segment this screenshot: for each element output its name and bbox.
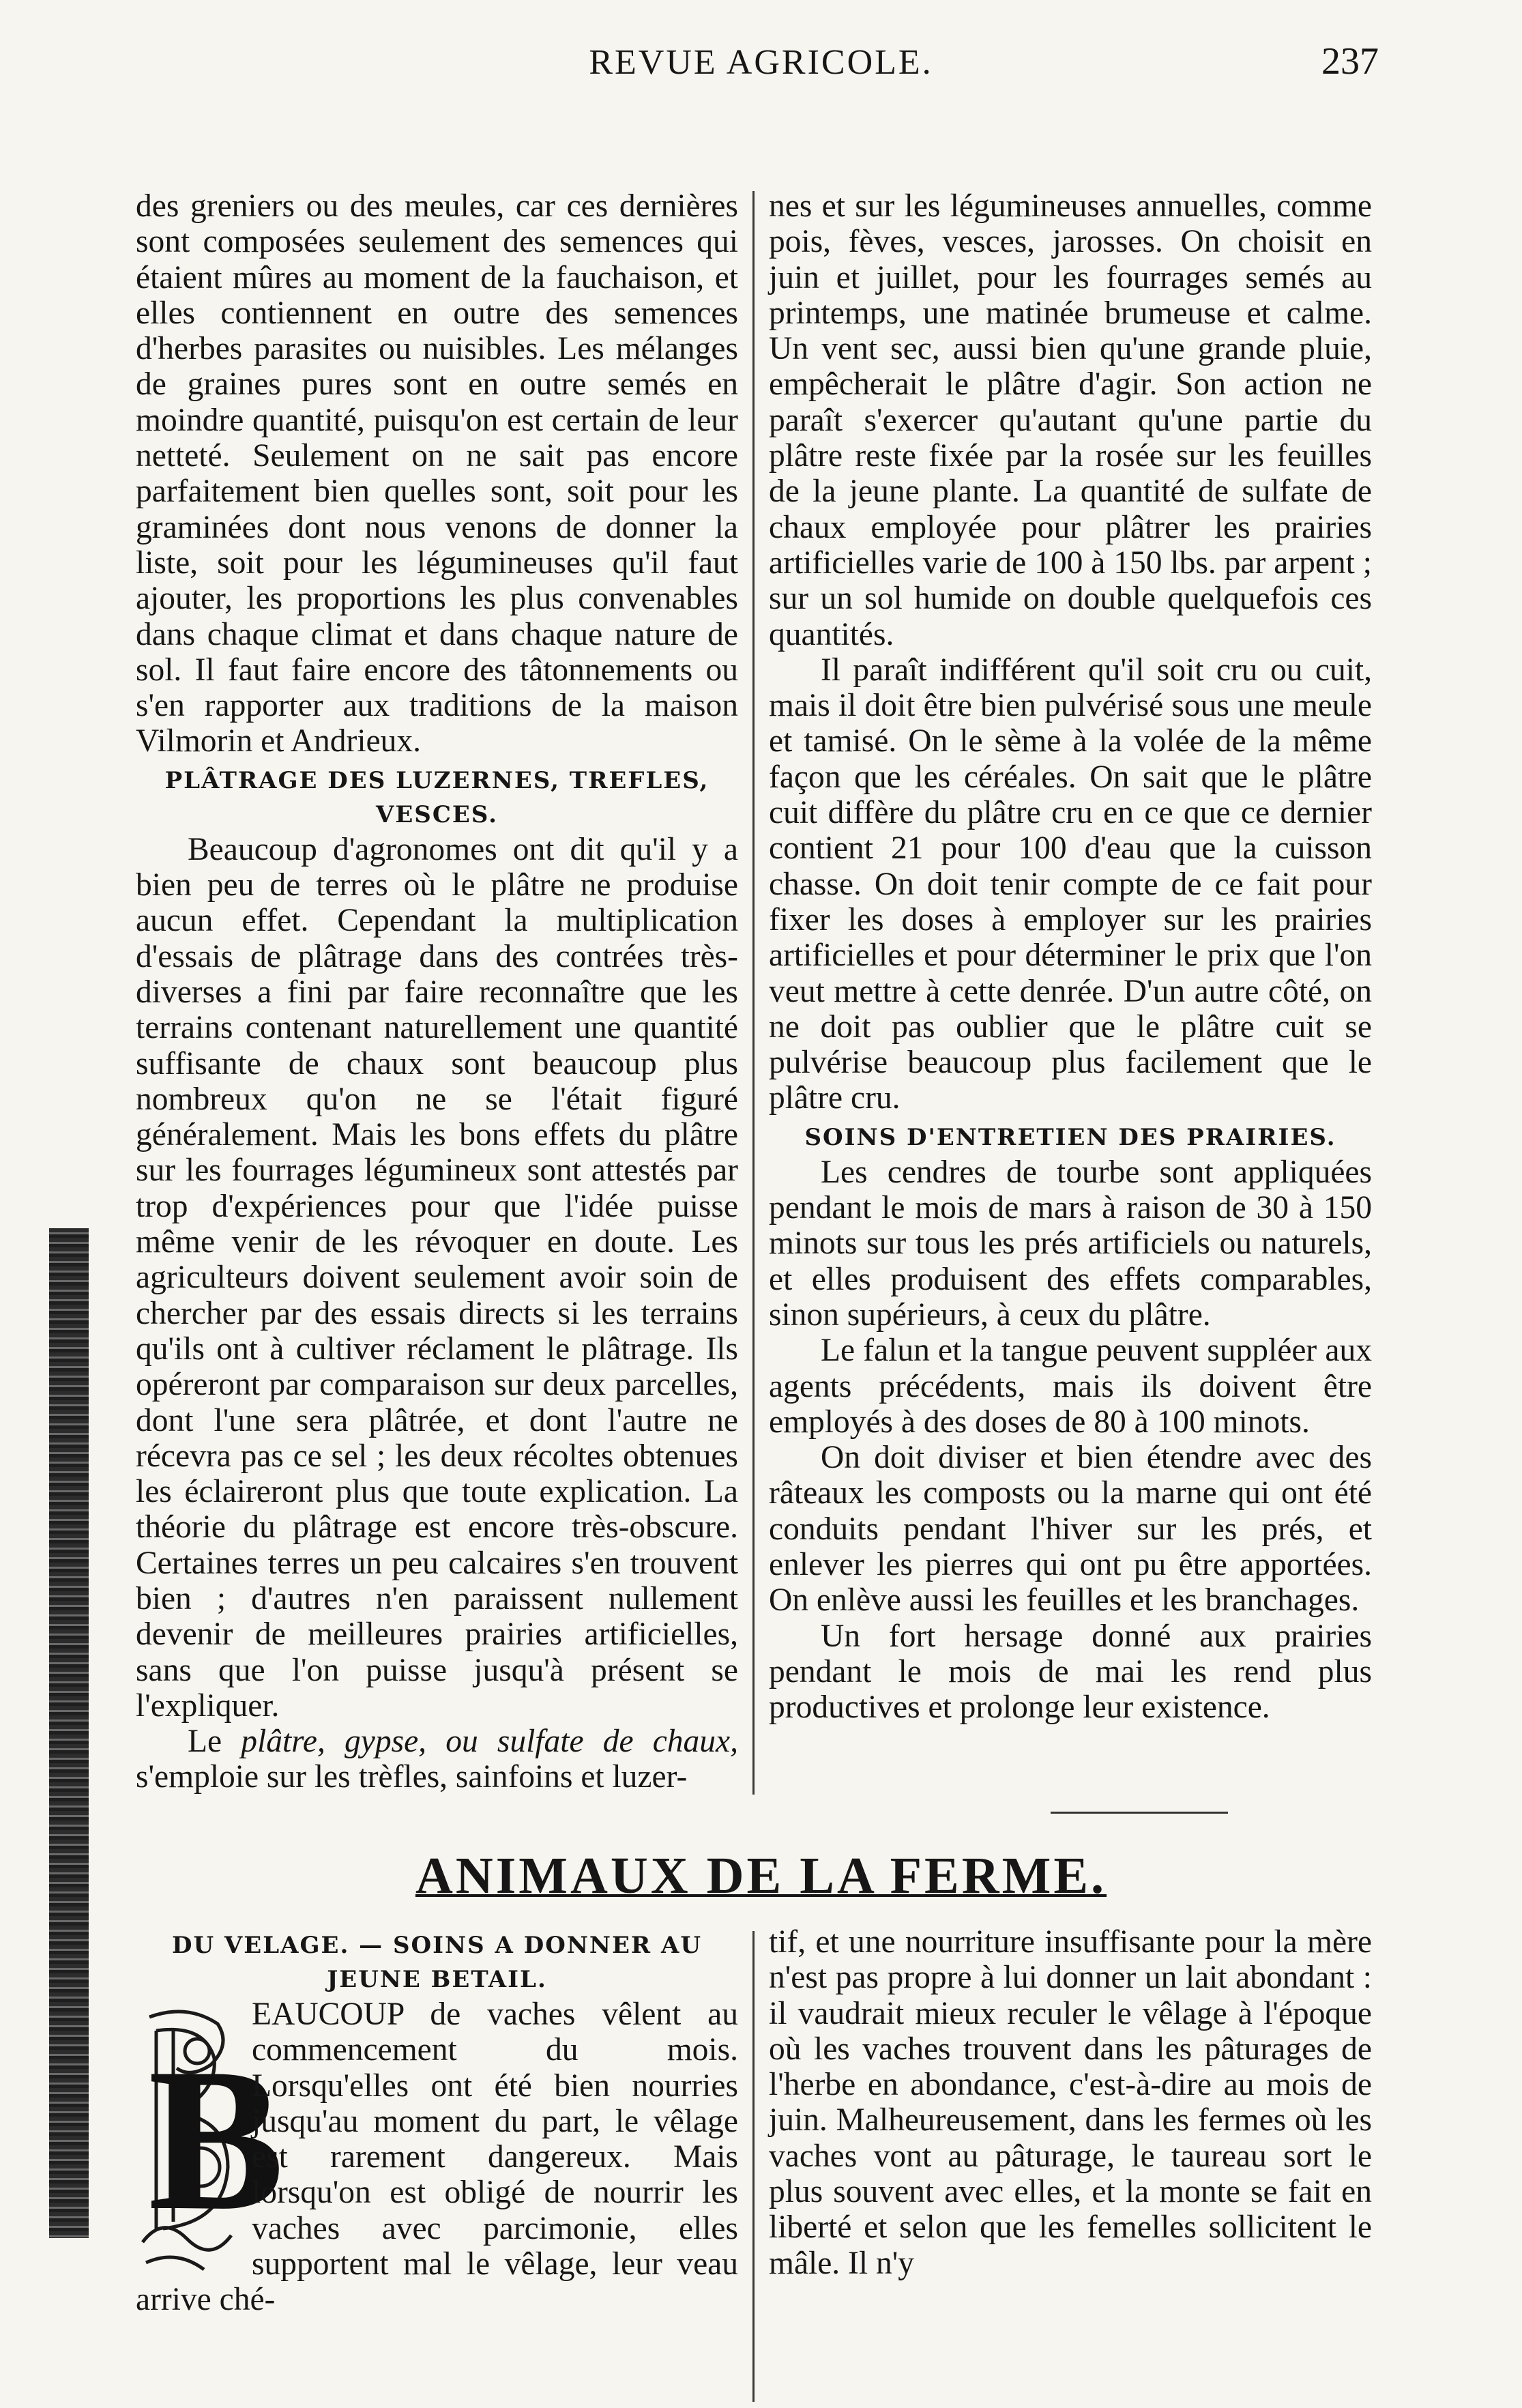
page-number: 237 — [1321, 40, 1379, 83]
dropcap-letter: B — [148, 2026, 285, 2252]
paragraph: Il paraît indifférent qu'il soit cru ou cuit, mais il doit être bien pulvérisé sous une meule et tamisé. On le sème à la volée de la même façon que les céréales. On sait que le plâtre cuit diffère du plâtre cru en ce que ce dernier contient 21 pour 100 d'eau que la cuisson chasse. On doit tenir compte de ce fait pour fixer les doses à employer sur les prairies artificielles et pour déterminer le prix que l'on veut mettre à cette denrée. D'un autre côté, on ne doit pas oublier que le plâtre cuit se pulvérise beaucoup plus facilement que le plâtre cru. — [769, 652, 1372, 1116]
text-run: s'emploie sur les trèfles, sainfoins et luzer- — [136, 1759, 688, 1795]
section-subheading: DU VELAGE. — SOINS A DONNER AU JEUNE BETAIL. — [171, 1932, 703, 1993]
left-column — [136, 188, 738, 1795]
running-title: REVUE AGRICOLE. — [589, 43, 933, 82]
right-column — [769, 188, 1372, 1725]
section-subheading: PLÂTRAGE DES LUZERNES, TREFLES, VESCES. — [164, 766, 709, 828]
paragraph: tif, et une nourriture insuffisante pour la mère n'est pas propre à lui donner un lait abondant : il vaudrait mieux reculer le vêlage à l'époque où les vaches trouvent dans les pâturages de l'herbe en abondance, c'est-à-dire au mois de juin. Malheureusement, dans les fermes où les vaches vont au pâturage, le taureau sort le plus souvent avec elles, et la monte se fait en liberté et selon que les femelles sollicitent le mâle. Il n'y — [769, 1924, 1372, 2281]
paragraph: Beaucoup d'agronomes ont dit qu'il y a bien peu de terres où le plâtre ne produise aucun effet. Cependant la multiplication d'essais de plâtrage dans des contrées très-diverses a fini par faire reconnaître que les terrains contenant naturellement une quantité suffisante de chaux sont beaucoup plus nombreux qu'on ne se l'était figuré généralement. Mais les bons effets du plâtre sur les fourrages légumineux sont attestés par trop d'expériences pour que l'idée puisse même venir de les révoquer en doute. Les agriculteurs doivent seulement avoir soin de chercher par des essais directs si les terrains qu'ils ont à cultiver réclament le plâtrage. Ils opéreront par comparaison sur deux parcelles, dont l'une sera plâtrée, et dont l'autre ne récevra pas ce sel ; les deux récoltes obtenues les éclaireront plus que toute explication. La théorie du plâtrage est encore très-obscure. Certaines terres un peu calcaires s'en trouvent bien ; d'autres n'en paraissent nullement devenir de meilleures prairies artificielles, sans que l'on puisse jusqu'à présent se l'expliquer. — [136, 831, 738, 1724]
paragraph: Le falun et la tangue peuvent suppléer aux agents précédents, mais ils doivent être employés à des doses de 80 à 100 minots. — [769, 1333, 1372, 1440]
section-subheading: SOINS D'ENTRETIEN DES PRAIRIES. — [804, 1123, 1336, 1151]
italic-term: plâtre, gypse, ou sulfate de chaux, — [241, 1724, 738, 1760]
paragraph: des greniers ou des meules, car ces dernières sont composées seulement des semences qui étaient mûres au moment de la fauchaison, et elles contiennent en outre des semences d'herbes parasites ou nuisibles. Les mélanges de graines pures sont en outre semés en moindre quantité, puisqu'on est certain de leur netteté. Seulement on ne sait pas encore parfaitement bien quelles sont, soit pour les graminées dont nous venons de donner la liste, soit pour les légumineuses qu'il faut ajouter, les proportions les plus convenables dans chaque climat et dans chaque nature de sol. Il faut faire encore des tâtonnements ou s'en rapporter aux traditions de la maison Vilmorin et Andrieux. — [136, 188, 738, 759]
paragraph — [136, 1724, 738, 1795]
scan-edge-mark — [49, 1228, 89, 2238]
paragraph: On doit diviser et bien étendre avec des râteaux les composts ou la marne qui ont été conduits pendant l'hiver sur les prés, et enlever les pierres qui ont pu être apportées. On enlève aussi les feuilles et les branchages. — [769, 1440, 1372, 1619]
paragraph: nes et sur les légumineuses annuelles, comme pois, fèves, vesces, jarosses. On choisit en juin et juillet, pour les fourrages semés au printemps, une matinée brumeuse et calme. Un vent sec, aussi bien qu'une grande pluie, empêcherait le plâtre d'agir. Son action ne paraît s'exercer qu'autant qu'une partie du plâtre reste fixée par la rosée sur les feuilles de la jeune plante. La quantité de sulfate de chaux employée pour plâtrer les prairies artificielles varie de 100 à 150 lbs. par arpent ; sur un sol humide on double quelquefois ces quantités. — [769, 188, 1372, 652]
end-rule — [1051, 1812, 1228, 1814]
text-run: Le — [188, 1724, 242, 1760]
lower-left-column — [136, 1924, 738, 2318]
paragraph: Les cendres de tourbe sont appliquées pendant le mois de mars à raison de 30 à 150 minots sur tous les prés artificiels ou naturels, et elles produisent des effets comparables, sinon supérieurs, à ceux du plâtre. — [769, 1154, 1372, 1333]
section-title: ANIMAUX DE LA FERME. — [415, 1847, 1107, 1904]
paragraph: EAUCOUP de vaches vêlent au commencement du mois. Lorsqu'elles ont été bien nourries jusqu'au moment du part, le vêlage est rarement dangereux. Mais lorsqu'on est obligé de nourrir les vaches avec parcimonie, elles supportent mal le vêlage, leur veau arrive ché- — [136, 1997, 738, 2318]
paragraph: Un fort hersage donné aux prairies pendant le mois de mai les rend plus productives et prolonge leur existence. — [769, 1618, 1372, 1726]
column-divider-top — [752, 191, 755, 1795]
ornamental-dropcap-icon — [136, 2003, 285, 2276]
lower-right-column — [769, 1924, 1372, 2281]
column-divider-bottom — [752, 1931, 755, 2402]
